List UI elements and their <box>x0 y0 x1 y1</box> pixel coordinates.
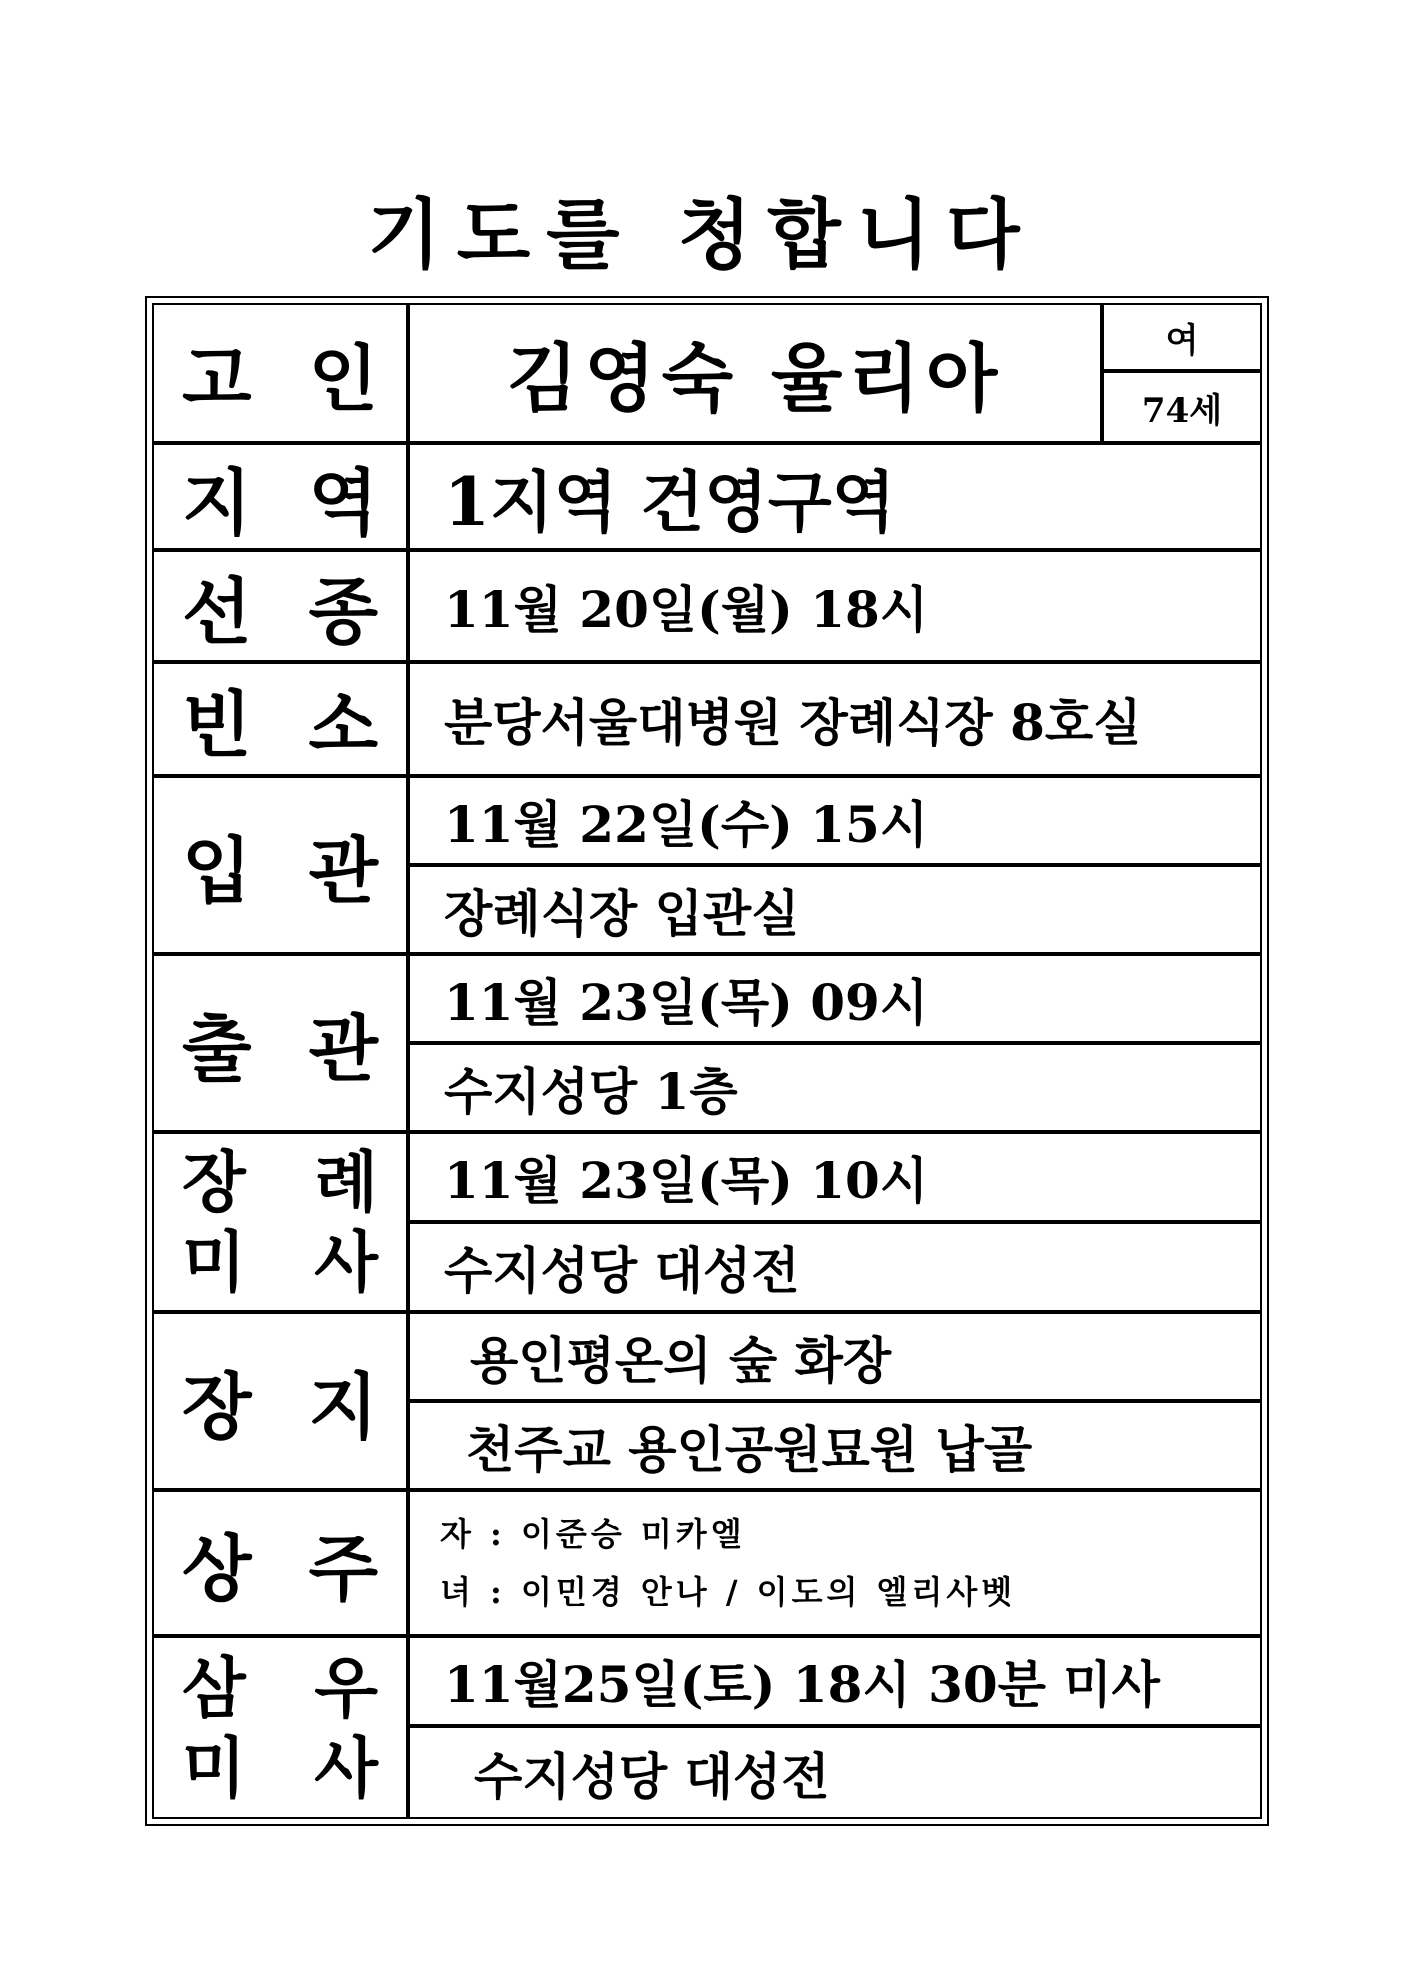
label-char: 미 <box>182 1223 246 1301</box>
label-char: 선 <box>182 569 252 654</box>
burial-line-1: 용인평온의 숲 화장 <box>408 1312 1262 1401</box>
label-line <box>182 1142 378 1222</box>
label-char: 관 <box>308 1006 378 1091</box>
deceased-name: 김영숙 율리아 <box>408 303 1102 443</box>
encoffin-time: 11월 22일(수) 15시 <box>408 776 1262 865</box>
procession-time: 11월 23일(목) 09시 <box>408 954 1262 1043</box>
label-char: 고 <box>182 336 252 421</box>
label-char: 상 <box>182 1526 252 1611</box>
label-region <box>152 443 408 550</box>
mortuary-place: 분당서울대병원 장례식장 8호실 <box>408 662 1262 776</box>
death-time: 11월 20일(월) 18시 <box>408 550 1262 662</box>
label-char: 우 <box>314 1648 378 1727</box>
label-char: 출 <box>182 1006 252 1091</box>
label-char: 지 <box>308 1364 378 1449</box>
label-burial <box>152 1312 408 1490</box>
procession-place: 수지성당 1층 <box>408 1043 1262 1132</box>
label-char: 입 <box>182 828 252 913</box>
page-title: 기도를 청합니다 <box>367 190 1036 279</box>
deceased-gender: 여 <box>1102 303 1262 371</box>
label-char: 주 <box>308 1526 378 1611</box>
label-char: 장 <box>182 1364 252 1449</box>
funeral-mass-place: 수지성당 대성전 <box>408 1222 1262 1312</box>
label-third-day-mass <box>152 1636 408 1819</box>
label-char: 사 <box>314 1223 378 1301</box>
label-procession <box>152 954 408 1132</box>
label-char: 관 <box>308 828 378 913</box>
label-char: 종 <box>308 569 378 654</box>
label-encoffin <box>152 776 408 954</box>
chief-mourner-son: 자 : 이준승 미카엘 <box>440 1515 746 1553</box>
chief-mourner-daughter: 녀 : 이민경 안나 / 이도의 엘리사벳 <box>440 1573 1017 1611</box>
region-value: 1지역 건영구역 <box>408 443 1262 550</box>
label-char: 소 <box>308 682 378 767</box>
label-char: 인 <box>308 336 378 421</box>
label-line <box>182 1728 378 1808</box>
label-char: 삼 <box>182 1648 246 1727</box>
third-day-mass-place: 수지성당 대성전 <box>408 1726 1262 1819</box>
label-death <box>152 550 408 662</box>
label-mortuary <box>152 662 408 776</box>
encoffin-place: 장례식장 입관실 <box>408 865 1262 954</box>
label-char: 장 <box>182 1143 246 1221</box>
label-char: 역 <box>308 459 378 545</box>
label-char: 지 <box>182 459 252 545</box>
funeral-mass-time: 11월 23일(목) 10시 <box>408 1132 1262 1222</box>
label-line <box>182 1222 378 1302</box>
label-deceased <box>152 303 408 443</box>
label-char: 빈 <box>182 682 252 767</box>
chief-mourner-list <box>408 1490 1262 1636</box>
label-funeral-mass <box>152 1132 408 1312</box>
third-day-mass-time: 11월25일(토) 18시 30분 미사 <box>408 1636 1262 1726</box>
label-char: 미 <box>182 1728 246 1807</box>
label-chief-mourner <box>152 1490 408 1636</box>
label-char: 례 <box>314 1143 378 1221</box>
label-line <box>182 1648 378 1728</box>
burial-line-2: 천주교 용인공원묘원 납골 <box>408 1401 1262 1490</box>
deceased-age: 74세 <box>1102 371 1262 443</box>
label-char: 사 <box>314 1728 378 1807</box>
